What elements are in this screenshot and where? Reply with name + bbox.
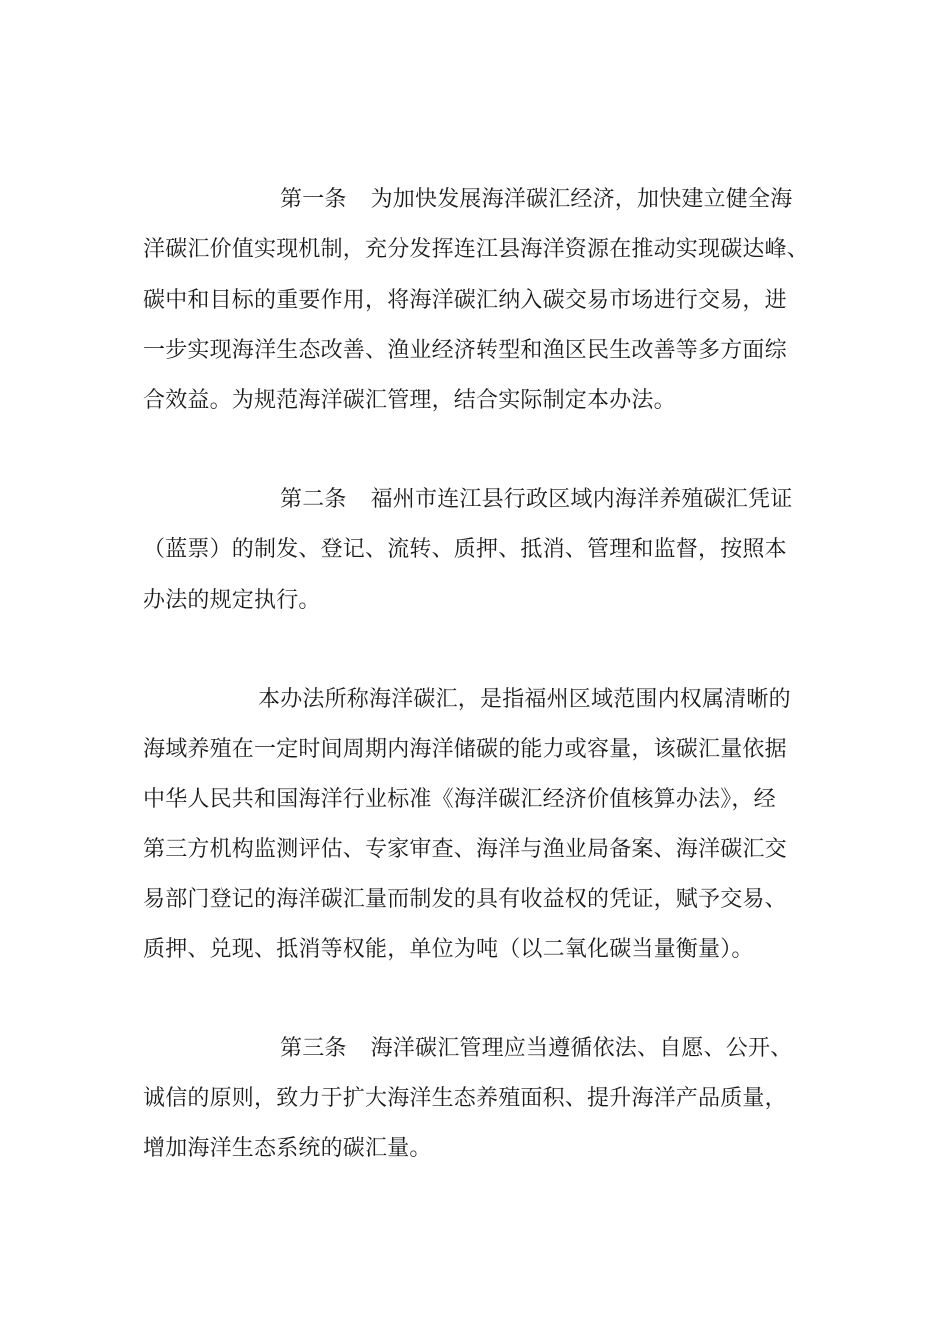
article-2-line-2: （蓝票）的制发、登记、流转、质押、抵消、管理和监督，按照本 xyxy=(143,537,787,562)
article-3-line-2: 诚信的原则，致力于扩大海洋生态养殖面积、提升海洋产品质量， xyxy=(143,1086,787,1111)
article-1-line-2: 洋碳汇价值实现机制，充分发挥连江县海洋资源在推动实现碳达峰、 xyxy=(143,237,810,262)
definition-line-4: 第三方机构监测评估、专家审查、海洋与渔业局备案、海洋碳汇交 xyxy=(143,837,787,862)
article-2-text-1: 福州市连江县行政区域内海洋养殖碳汇凭证 xyxy=(370,487,793,512)
article-3-line-3: 增加海洋生态系统的碳汇量。 xyxy=(143,1136,432,1161)
definition-line-6: 质押、兑现、抵消等权能，单位为吨（以二氧化碳当量衡量）。 xyxy=(143,937,754,962)
article-1-label: 第一条 xyxy=(280,187,347,212)
article-3-line-1 xyxy=(280,1036,792,1062)
article-1-line-5: 合效益。为规范海洋碳汇管理，结合实际制定本办法。 xyxy=(143,388,676,413)
article-3-text-1: 海洋碳汇管理应当遵循依法、自愿、公开、 xyxy=(370,1036,793,1061)
article-1-text-1: 为加快发展海洋碳汇经济，加快建立健全海 xyxy=(370,187,793,212)
article-2-line-3: 办法的规定执行。 xyxy=(143,588,321,613)
definition-line-5: 易部门登记的海洋碳汇量而制发的具有收益权的凭证，赋予交易、 xyxy=(143,887,787,912)
definition-line-3: 中华人民共和国海洋行业标准《海洋碳汇经济价值核算办法》，经 xyxy=(143,787,776,812)
article-2-line-1 xyxy=(280,487,792,513)
article-1-line-3: 碳中和目标的重要作用，将海洋碳汇纳入碳交易市场进行交易，进 xyxy=(143,288,787,313)
definition-line-2: 海域养殖在一定时间周期内海洋储碳的能力或容量，该碳汇量依据 xyxy=(143,737,787,762)
article-1-line-1 xyxy=(280,187,792,213)
article-1-line-4: 一步实现海洋生态改善、渔业经济转型和渔区民生改善等多方面综 xyxy=(143,338,787,363)
article-2-label: 第二条 xyxy=(280,487,347,512)
article-3-label: 第三条 xyxy=(280,1036,347,1061)
definition-line-1: 本办法所称海洋碳汇，是指福州区域范围内权属清晰的 xyxy=(258,687,791,712)
